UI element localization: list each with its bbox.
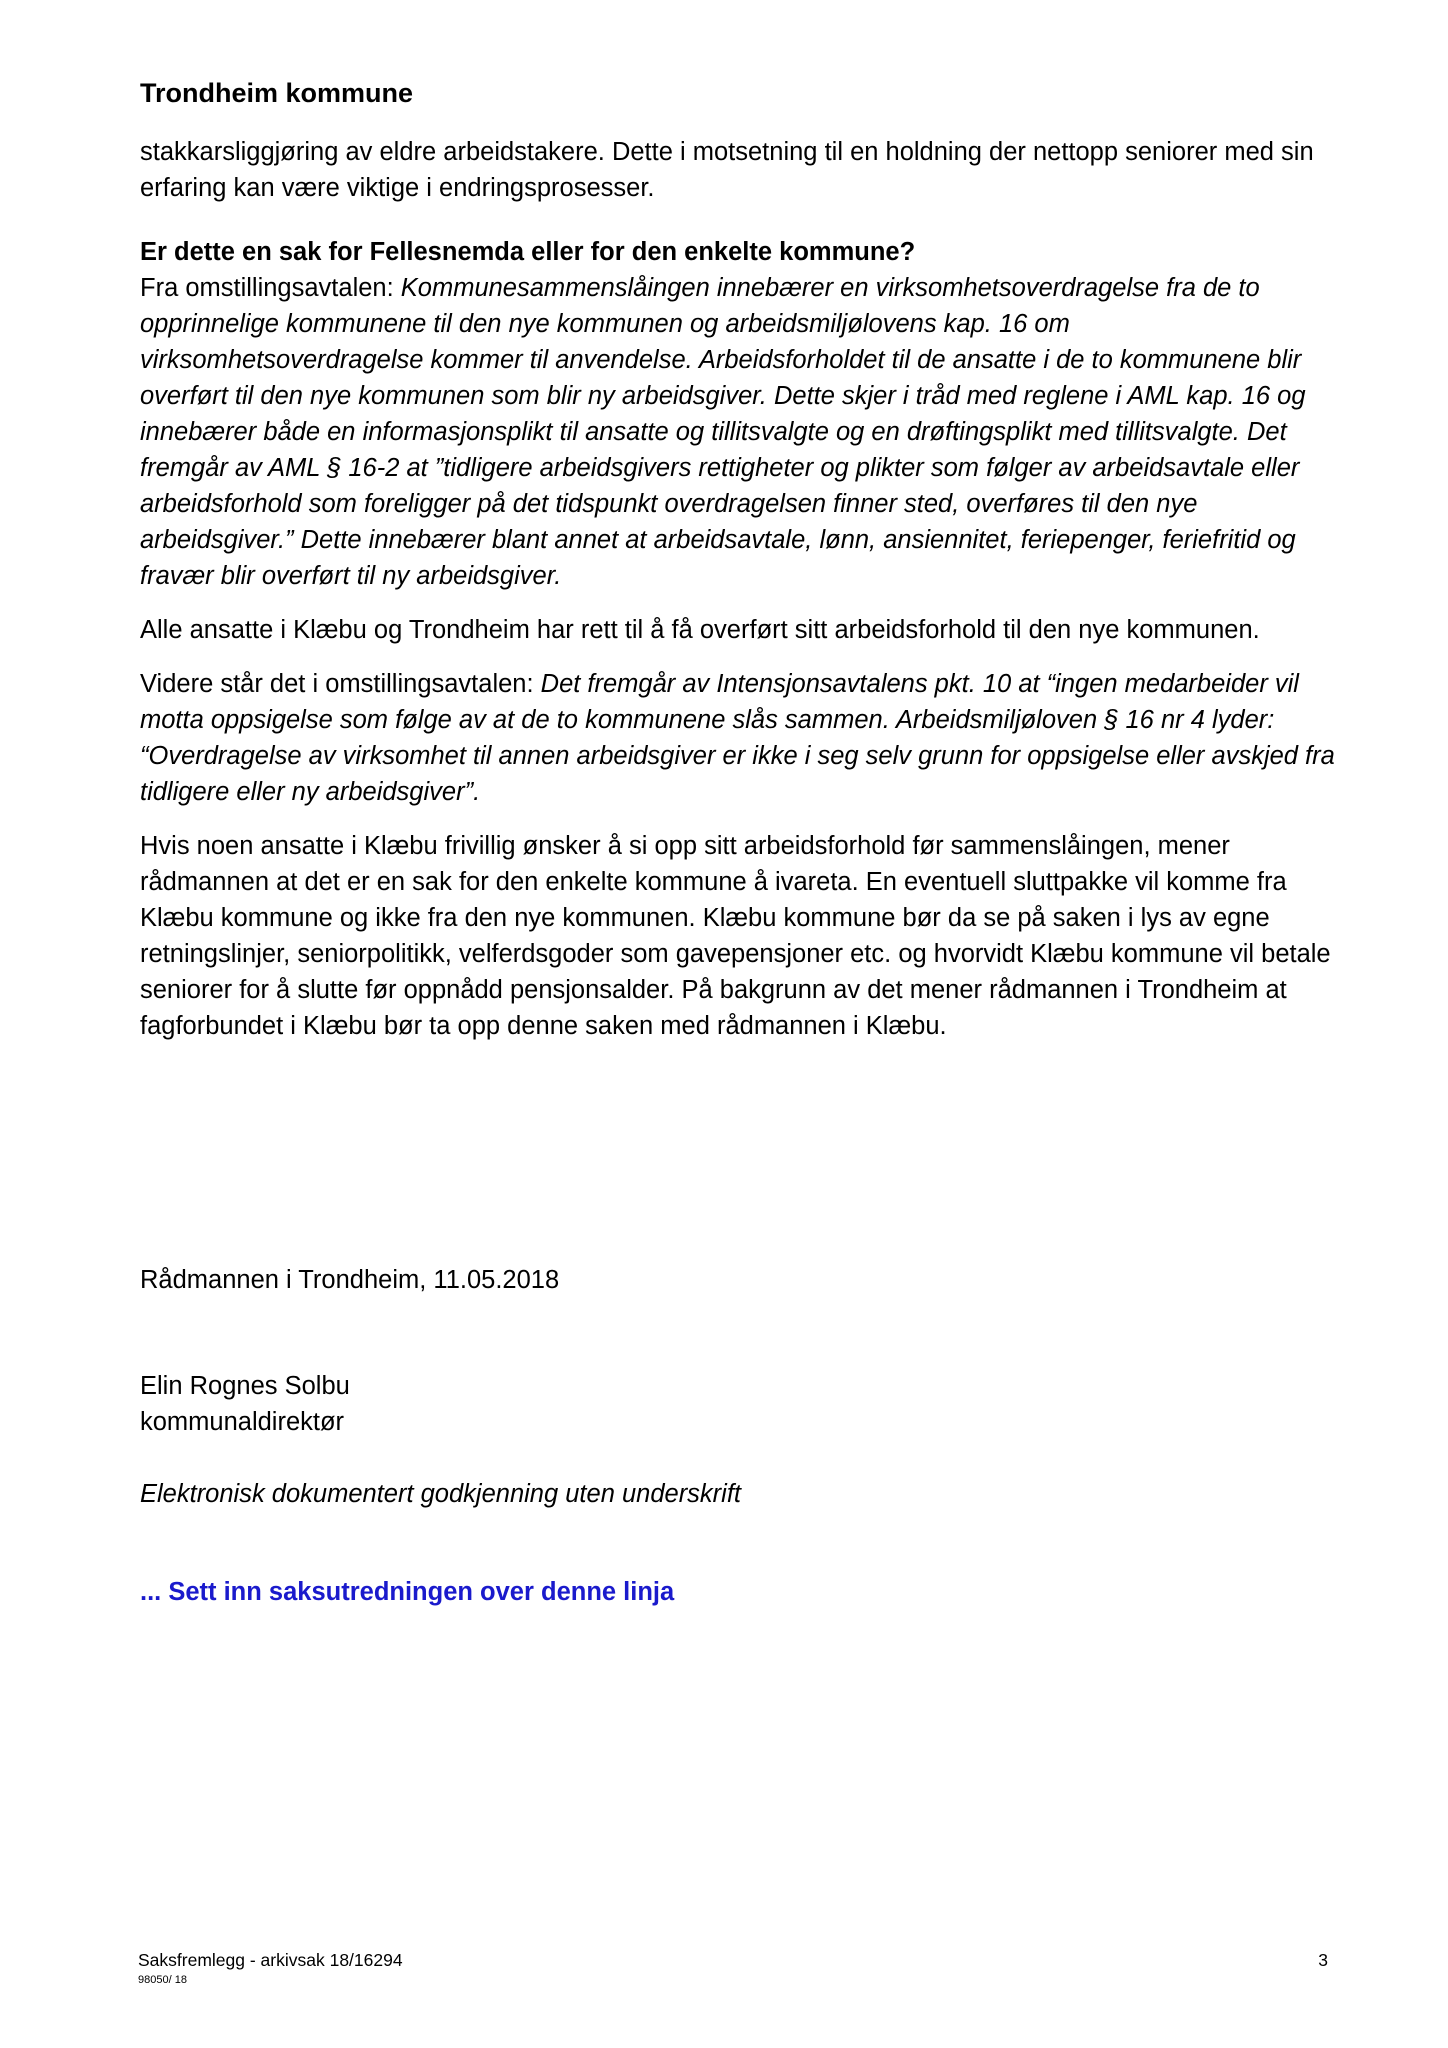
- footer-doc-code: 98050/ 18: [138, 1974, 187, 1986]
- page-footer: [138, 1948, 1328, 1988]
- paragraph-continuation: stakkarsliggjøring av eldre arbeidstakere. Dette i motsetning til en holdning der nettopp seniorer med sin erfaring kan være viktige i endringsprosesser.: [140, 138, 1314, 202]
- question-heading: Er dette en sak for Fellesnemda eller for den enkelte kommune?: [140, 238, 916, 266]
- approval-note: Elektronisk dokumentert godkjenning uten underskrift: [140, 1480, 742, 1508]
- paragraph-omstillingsavtalen: [140, 270, 1340, 594]
- document-body: [140, 70, 1340, 1044]
- quote-intro: Videre står det i omstillingsavtalen:: [140, 670, 541, 698]
- signer-title: kommunaldirektør: [140, 1408, 345, 1436]
- quote-text: Kommunesammenslåingen innebærer en virksomhetsoverdragelse fra de to opprinnelige kommunene til den nye kommunen og arbeidsmiljølovens kap. 16 om virksomhetsoverdragelse kommer til anvendelse. Arbeidsforholdet til de ansatte i de to kommunene blir overført til den nye kommunen som blir ny arbeidsgiver. Dette skjer i tråd med reglene i AML kap. 16 og innebærer både en informasjonsplikt til ansatte og tillitsvalgte og en drøftingsplikt med tillitsvalgte. Det fremgår av AML § 16-2 at ”tidligere arbeidsgivers rettigheter og plikter som følger av arbeidsavtale eller arbeidsforhold som foreligger på det tidspunkt overdragelsen finner sted, overføres til den nye arbeidsgiver.” Dette innebærer blant annet at arbeidsavtale, lønn, ansiennitet, feriepenger, feriefritid og fravær blir overført til ny arbeidsgiver.: [140, 274, 1306, 590]
- paragraph-intensjonsavtale: [140, 666, 1340, 810]
- page-number: 3: [1318, 1950, 1328, 1970]
- footer-doc-ref: Saksfremlegg - arkivsak 18/16294: [138, 1950, 403, 1970]
- paragraph-transfer-right: Alle ansatte i Klæbu og Trondheim har rett til å få overført sitt arbeidsforhold til den nye kommunen.: [140, 616, 1260, 644]
- insert-marker-line: ... Sett inn saksutredningen over denne linja: [140, 1578, 675, 1606]
- quote-text: Det fremgår av Intensjonsavtalens pkt. 10 at “ingen medarbeider vil motta oppsigelse som følge av at de to kommunene slås sammen. Arbeidsmiljøloven § 16 nr 4 lyder: “Overdragelse av virksomhet til annen arbeidsgiver er ikke i seg selv grunn for oppsigelse eller avskjed fra tidligere eller ny arbeidsgiver”.: [140, 670, 1335, 806]
- organization-header: Trondheim kommune: [140, 78, 414, 108]
- closing-section: [140, 1262, 1340, 1610]
- signer-name: Elin Rognes Solbu: [140, 1372, 350, 1400]
- paragraph-resignation: Hvis noen ansatte i Klæbu frivillig ønsker å si opp sitt arbeidsforhold før sammenslåingen, mener rådmannen at det er en sak for den enkelte kommune å ivareta. En eventuell sluttpakke vil komme fra Klæbu kommune og ikke fra den nye kommunen. Klæbu kommune bør da se på saken i lys av egne retningslinjer, seniorpolitikk, velferdsgoder som gavepensjoner etc. og hvorvidt Klæbu kommune vil betale seniorer for å slutte før oppnådd pensjonsalder. På bakgrunn av det mener rådmannen i Trondheim at fagforbundet i Klæbu bør ta opp denne saken med rådmannen i Klæbu.: [140, 832, 1331, 1040]
- place-date: Rådmannen i Trondheim, 11.05.2018: [140, 1266, 560, 1294]
- quote-intro: Fra omstillingsavtalen:: [140, 274, 401, 302]
